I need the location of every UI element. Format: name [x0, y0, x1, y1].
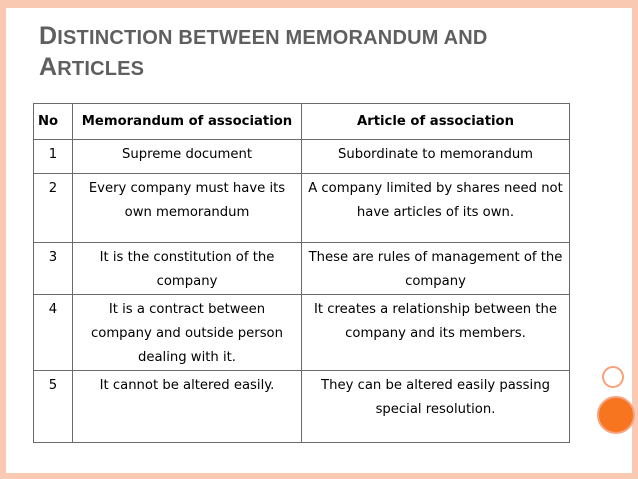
articles-cell: They can be altered easily passing special resolution. [302, 371, 570, 443]
table-row [34, 140, 570, 174]
table-row [34, 295, 570, 371]
memorandum-cell: Supreme document [73, 140, 302, 174]
title-initial-capital: A [39, 53, 58, 81]
slide-frame-bottom [0, 473, 638, 479]
articles-cell: These are rules of management of the company [302, 243, 570, 295]
title-text: RTICLES [57, 58, 145, 80]
row-number: 1 [34, 140, 73, 174]
title-text: ISTINCTION BETWEEN MEMORANDUM AND [57, 27, 488, 49]
decorative-circle-outline [602, 366, 624, 388]
slide-title-line-1 [39, 22, 579, 53]
memorandum-cell: It cannot be altered easily. [73, 371, 302, 443]
comparison-table [33, 103, 570, 443]
slide-title-line-2 [39, 53, 579, 84]
slide-title [39, 22, 579, 84]
row-number: 4 [34, 295, 73, 371]
slide-frame-left [0, 0, 6, 479]
slide-frame-top [0, 0, 638, 8]
table-row [34, 243, 570, 295]
articles-cell: A company limited by shares need not have articles of its own. [302, 174, 570, 243]
row-number: 5 [34, 371, 73, 443]
header-articles: Article of association [302, 104, 570, 140]
table-row [34, 371, 570, 443]
title-initial-capital: D [39, 22, 58, 50]
header-memorandum: Memorandum of association [73, 104, 302, 140]
articles-cell: Subordinate to memorandum [302, 140, 570, 174]
memorandum-cell: It is the constitution of the company [73, 243, 302, 295]
table-header-row [34, 104, 570, 140]
memorandum-cell: It is a contract between company and outside person dealing with it. [73, 295, 302, 371]
decorative-circle-filled [597, 396, 635, 434]
memorandum-cell: Every company must have its own memorandum [73, 174, 302, 243]
row-number: 3 [34, 243, 73, 295]
table-row [34, 174, 570, 243]
header-no: No [34, 104, 73, 140]
articles-cell: It creates a relationship between the company and its members. [302, 295, 570, 371]
row-number: 2 [34, 174, 73, 243]
